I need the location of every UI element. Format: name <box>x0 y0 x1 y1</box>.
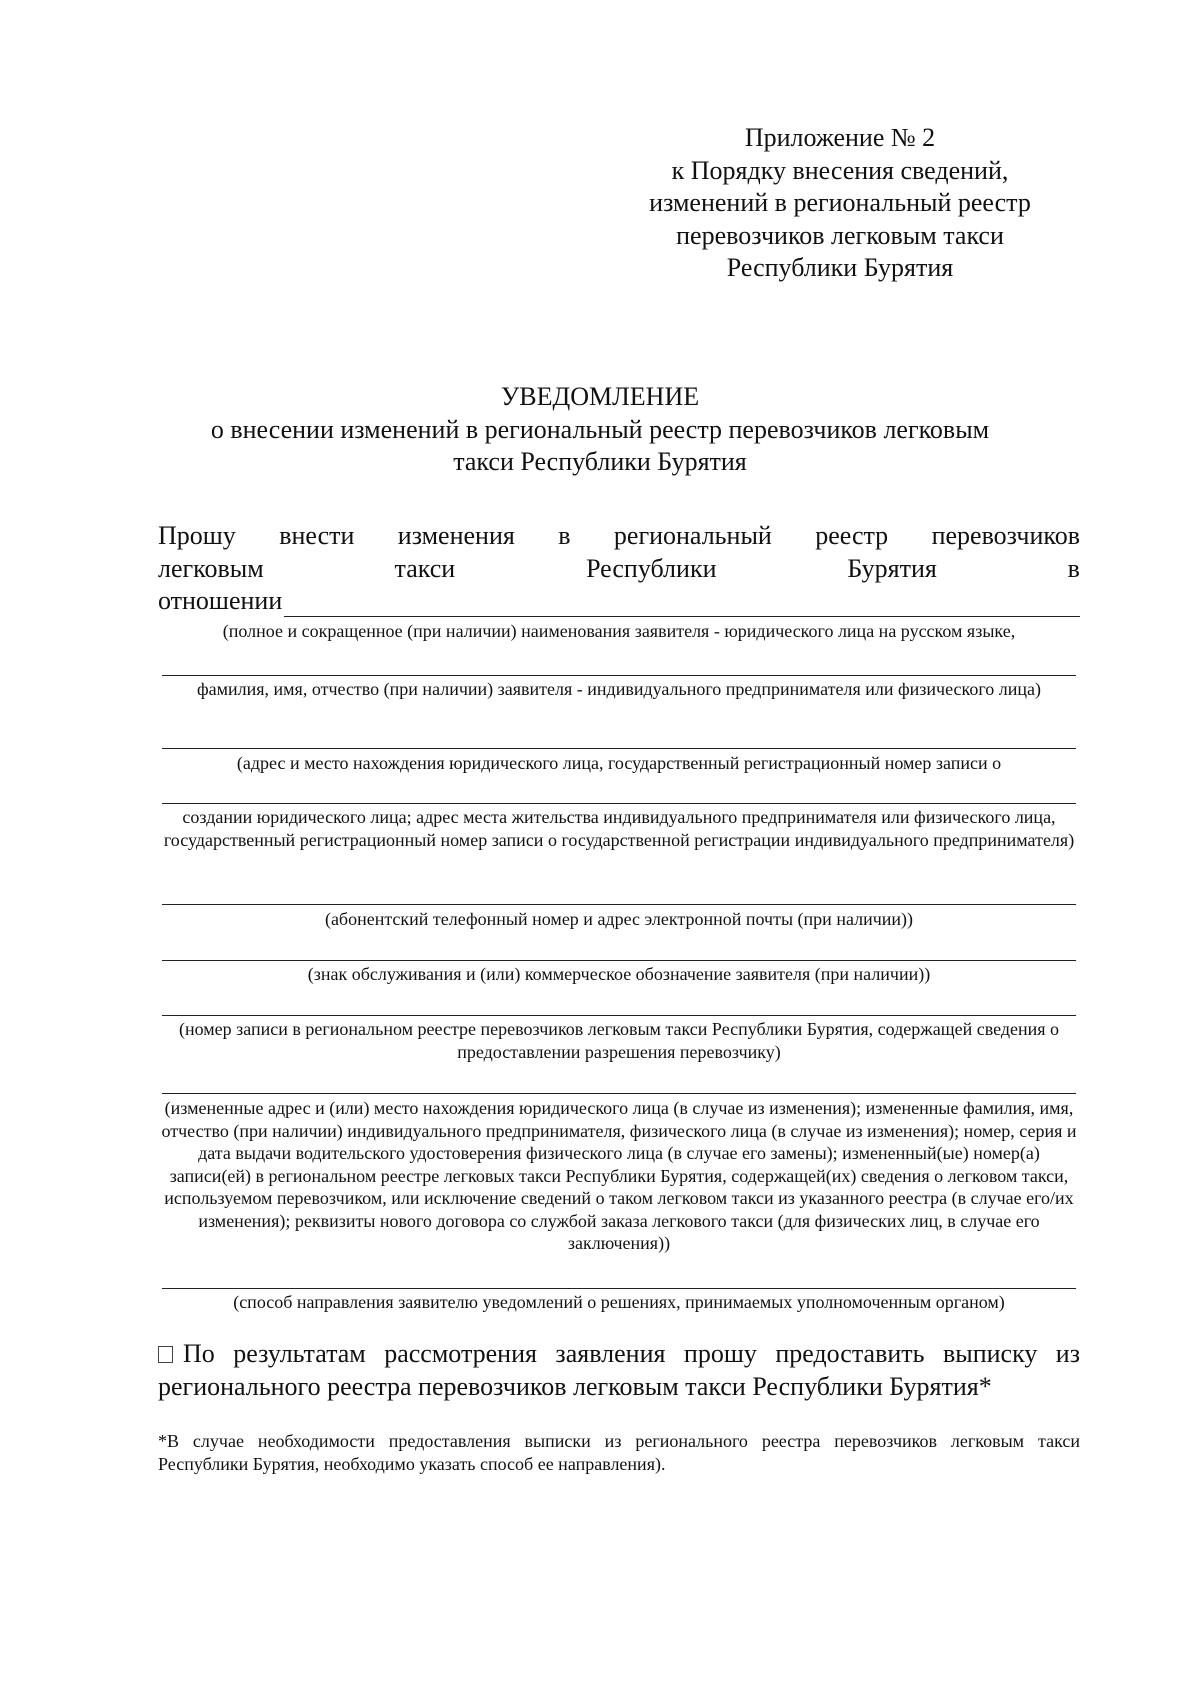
request-word: Бурятия <box>847 554 937 583</box>
request-word: Республики <box>586 554 717 583</box>
blank-line[interactable] <box>162 748 1076 749</box>
blank-line[interactable] <box>162 1015 1076 1016</box>
field-hint: (номер записи в региональном реестре перевозчиков легковым такси Республики Бурятия, содержащей сведения о предоставлении разрешения перевозчику) <box>178 1019 1060 1062</box>
extract-request-checkbox[interactable] <box>158 1346 173 1363</box>
document-subtitle-line: такси Республики Бурятия <box>453 447 747 476</box>
appendix-line: Приложение № 2 <box>744 123 936 152</box>
extract-request-label: По результатам рассмотрения заявления прошу предоставить выписку из регионального реестра перевозчиков легковым такси Республики Бурятия* <box>158 1339 1080 1401</box>
field-hint: (полное и сокращенное (при наличии) наименования заявителя - юридического лица на русском языке, <box>222 621 1016 641</box>
field-hint: (адрес и место нахождения юридического лица, государственный регистрационный номер записи о <box>236 753 1002 773</box>
appendix-line: перевозчиков легковым такси <box>676 220 1004 250</box>
blank-line[interactable] <box>162 1093 1076 1094</box>
request-word: такси <box>394 554 456 583</box>
blank-line[interactable] <box>162 960 1076 961</box>
request-label: отношении <box>158 586 283 615</box>
field-hint: создании юридического лица; адрес места жительства индивидуального предпринимателя или физического лица, государственный регистрационный номер записи о государственной регистрации индивидуального предпринимателя) <box>163 807 1075 850</box>
blank-line[interactable] <box>162 803 1076 804</box>
document-title <box>120 381 1080 479</box>
field-hint: (абонентский телефонный номер и адрес электронной почты (при наличии)) <box>324 909 914 929</box>
field-hint: (знак обслуживания и (или) коммерческое обозначение заявителя (при наличии)) <box>307 964 931 984</box>
field-hint: (способ направления заявителю уведомлений о решениях, принимаемых уполномоченным органом) <box>233 1292 1005 1312</box>
document-heading: УВЕДОМЛЕНИЕ <box>500 382 700 411</box>
appendix-header <box>600 122 1080 285</box>
field-hint: фамилия, имя, отчество (при наличии) заявителя - индивидуального предпринимателя или физического лица) <box>196 679 1042 699</box>
blank-line[interactable] <box>162 904 1076 905</box>
document-subtitle-line: о внесении изменений в региональный реестр перевозчиков легковым <box>210 414 990 444</box>
extract-request-option <box>158 1338 1080 1403</box>
request-word: в <box>1067 554 1080 583</box>
blank-line[interactable] <box>162 1288 1076 1289</box>
request-text-line: Прошу внести изменения в региональный реестр перевозчиков <box>158 521 1080 550</box>
applicant-name-blank[interactable] <box>284 588 1080 617</box>
appendix-line: к Порядку внесения сведений, <box>671 155 1009 185</box>
blank-line[interactable] <box>162 675 1076 676</box>
appendix-line: Республики Бурятия <box>726 253 954 282</box>
applicant-name-field <box>158 585 1080 617</box>
appendix-line: изменений в региональный реестр <box>649 188 1031 217</box>
request-text-line <box>158 553 1080 585</box>
request-word: легковым <box>158 554 264 583</box>
footnote: *В случае необходимости предоставления выписки из регионального реестра перевозчиков легковым такси Республики Бурятия, необходимо указать способ ее направления). <box>158 1431 1080 1474</box>
field-hint: (измененные адрес и (или) место нахождения юридического лица (в случае из изменения); измененные фамилия, имя, отчество (при наличии) индивидуального предпринимателя, физического лица (в случае из изменения); номер, серия и дата выдачи водительского удостоверения физического лица (в случае его замены); измененный(ые) номер(а) записи(ей) в региональном реестре легковых такси Республики Бурятия, содержащей(их) сведения о легковом такси, используемом перевозчиком, или исключение сведений о таком легковом такси из указанного реестра (в случае его/их изменения); реквизиты нового договора со службой заказа легкового такси (для физических лиц, в случае его заключения)) <box>161 1098 1077 1253</box>
